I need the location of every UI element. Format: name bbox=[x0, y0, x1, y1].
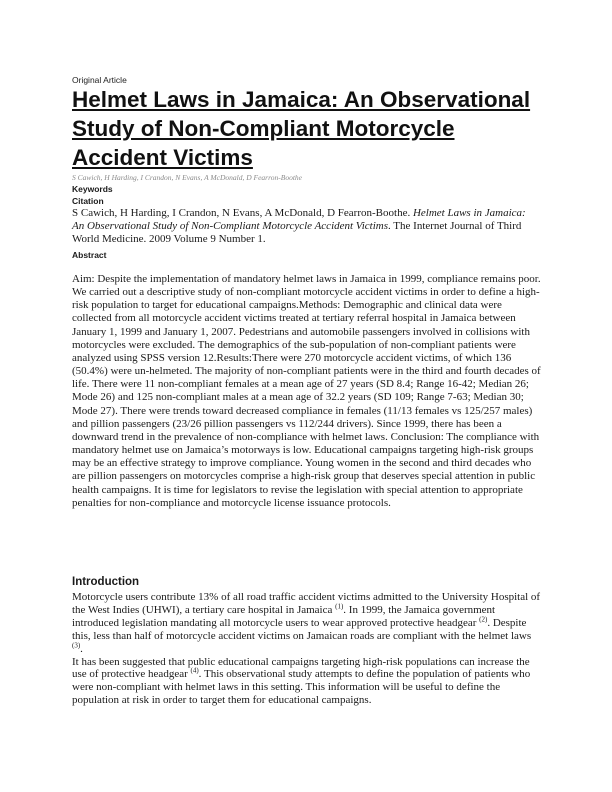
reference-marker: (2) bbox=[479, 615, 488, 624]
reference-marker: (3) bbox=[72, 640, 81, 649]
intro-text: . Despite this, less than half of motorcycle accident victims on Jamaican roads are compliant with the helmet laws bbox=[72, 616, 532, 642]
citation-authors: S Cawich, H Harding, I Crandon, N Evans, A McDonald, D Fearron-Boothe. bbox=[72, 207, 413, 219]
intro-text: . This observational study attempts to define the population of patients who were non-compliant with helmet laws in this setting. This information will be useful to define the population at risk in order to target them for educational campaigns. bbox=[72, 668, 531, 707]
intro-paragraph bbox=[72, 656, 542, 708]
article-title: Helmet Laws in Jamaica: An Observational Study of Non-Compliant Motorcycle Accident Victims bbox=[72, 87, 531, 170]
intro-text: It has been suggested that public educational campaigns targeting high-risk populations can increase the use of protective headgear bbox=[72, 655, 530, 681]
citation-title: Helmet Laws in Jamaica: An Observational Study of Non-Compliant Motorcycle Accident Victims bbox=[72, 207, 526, 233]
introduction-heading: Introduction bbox=[72, 576, 140, 588]
introduction-body bbox=[72, 591, 542, 707]
intro-text: . In 1999, the Jamaica government introduced legislation mandating all motorcycle users to wear approved protective headgear bbox=[72, 603, 496, 629]
intro-paragraph bbox=[72, 591, 542, 656]
reference-marker: (1) bbox=[335, 602, 344, 611]
abstract-text: Aim: Despite the implementation of mandatory helmet laws in Jamaica in 1999, compliance remains poor. We carried out a descriptive study of non-compliant motorcycle accident victims in order to define a high-risk population to target for educational campaigns.Methods: Demographic and clinical data were collected from all motorcycle accident victims treated at tertiary referral hospital in Jamaica between January 1, 1999 and January 1, 2007. Pedestrians and automobile passengers involved in collisions with motorcycles were excluded. The demographics of the sub-population of non-compliant patients were analyzed using SPSS version 12.Results:There were 270 motorcycle accident victims, of which 136 (50.4%) were un-helmeted. The majority of non-compliant patients were in the third and fourth decades of life. There were 11 non-compliant females at a mean age of 27 years (SD 8.4; Range 16-42; Median 26; Mode 26) and 125 non-compliant males at a mean age of 32.2 years (SD 109; Range 7-63; Median 30; Mode 27). There were trends toward decreased compliance in females (11/13 females vs 125/257 males) and pillion passengers (23/26 pillion passengers vs 112/244 drivers). Since 1999, there has been a downward trend in the prevalence of non-compliance with helmet laws. Conclusion: The compliance with mandatory helmet use on Jamaica’s motorways is low. Educational campaigns targeting high-risk groups may be an effective strategy to improve compliance. Young women in the second and third decades who are pillion passengers on motorcycles comprise a high-risk group that deserves special attention in public health campaigns. It is time for legislators to revise the legislation with special attention to appropriate penalties for non-compliance and motorcycle license issuance protocols. bbox=[72, 273, 541, 509]
abstract-heading: Abstract bbox=[72, 250, 107, 260]
keywords-heading: Keywords bbox=[72, 184, 113, 194]
citation-source: . The Internet Journal of Third World Medicine. 2009 Volume 9 Number 1. bbox=[72, 220, 522, 246]
citation-heading: Citation bbox=[72, 196, 104, 206]
citation-text bbox=[72, 207, 540, 247]
intro-text: . bbox=[80, 642, 83, 655]
intro-text: Motorcycle users contribute 13% of all road traffic accident victims admitted to the University Hospital of the West Indies (UHWI), a tertiary care hospital in Jamaica bbox=[72, 591, 541, 616]
author-list: S Cawich, H Harding, I Crandon, N Evans, A McDonald, D Fearron-Boothe bbox=[72, 173, 302, 182]
reference-marker: (4) bbox=[190, 666, 199, 675]
article-type: Original Article bbox=[72, 75, 127, 85]
